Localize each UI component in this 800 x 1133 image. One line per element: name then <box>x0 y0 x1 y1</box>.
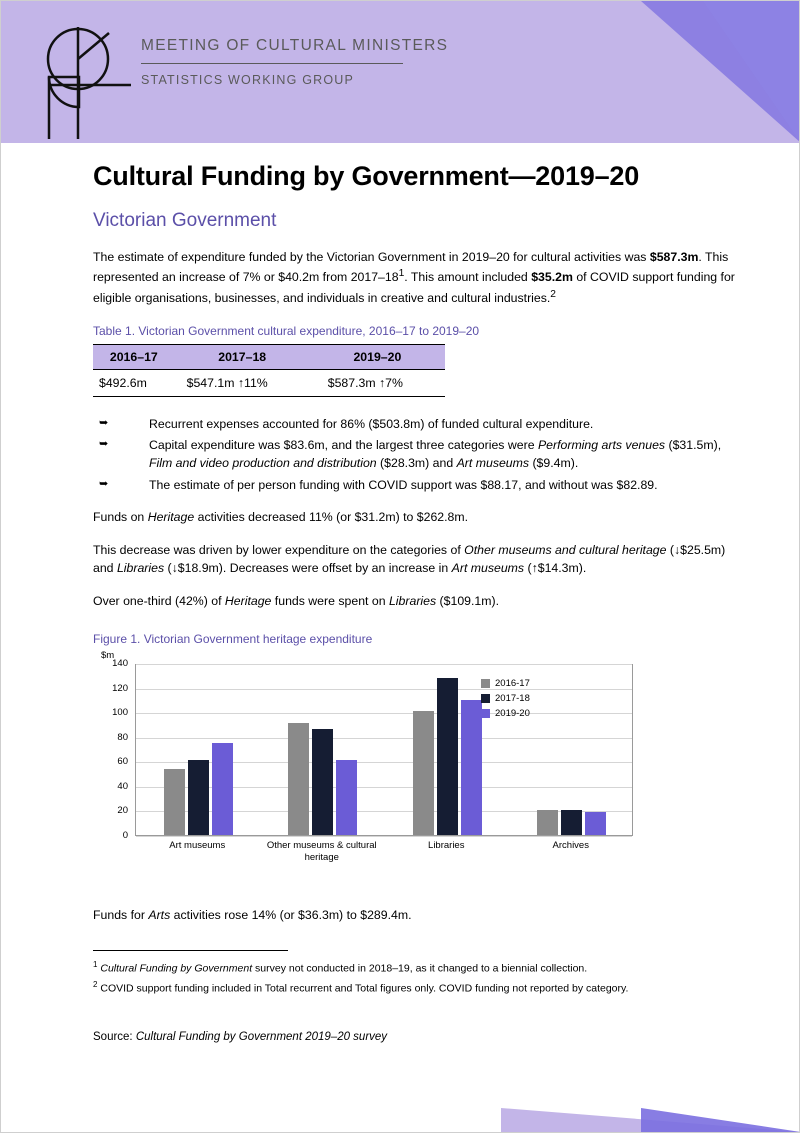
chart-y-tick-label: 140 <box>112 658 128 669</box>
chart-bar <box>188 760 209 835</box>
table-header-row <box>93 344 445 369</box>
chart-bar <box>336 760 357 835</box>
list-item-label: The estimate of per person funding with COVID support was $88.17, and without was $82.89. <box>149 477 658 492</box>
table-cell: $492.6m <box>93 369 175 396</box>
chart-legend-label: 2019-20 <box>495 708 530 719</box>
table-cell: $547.1m ↑11% <box>175 369 310 396</box>
chart-bar <box>461 700 482 835</box>
table-header-cell: 2019–20 <box>310 344 445 369</box>
table-header-cell: 2016–17 <box>93 344 175 369</box>
section-title: Victorian Government <box>93 210 277 231</box>
list-item <box>93 476 741 494</box>
chart-bar <box>585 812 606 835</box>
intro-paragraph: The estimate of expenditure funded by the Victorian Government in 2019–20 for cultural activities was $587.3m. This represented an increase of 7% or $40.2m from $2017-18^1$. This amount included $35.2m of COVID support funding for eligible organisations, businesses, and individuals in creative and cultural industries.$^2$ <box>93 250 735 306</box>
header-title: MEETING OF CULTURAL MINISTERS <box>141 37 449 54</box>
chart-bar-group <box>261 664 386 835</box>
header-banner <box>1 1 800 143</box>
chart-legend-label: 2017-18 <box>495 693 530 704</box>
document-content <box>93 161 741 1054</box>
paragraph-heritage: Funds on Heritage activities decreased 11% (or $31.2m) to $262.8m. <box>93 510 469 525</box>
list-item: ➥ Capital expenditure was $83.6m, and the largest three categories were Performing arts venues ($31.5m), Film and video production and distribution ($28.3m) and Art museums ($9.4m). <box>99 437 722 471</box>
expenditure-table <box>93 344 445 397</box>
chart-plot-area <box>112 658 633 841</box>
chart-y-tick-label: 60 <box>117 756 128 768</box>
footnote-2: $^2$ COVID support funding included in Total recurrent and Total figures only. COVID funding not reported by category. <box>93 980 629 995</box>
chart-x-tick-label: Other museums & cultural heritage <box>266 840 377 863</box>
banner-corner-accent-secondary <box>703 1 800 143</box>
footer-accent-dark <box>641 1108 800 1132</box>
paragraph-third: Over one-third (42%) of Heritage funds were spent on Libraries ($109.1m). <box>93 593 500 608</box>
chart-legend-item <box>481 708 530 719</box>
chart-legend <box>481 678 530 723</box>
header-subtitle: STATISTICS WORKING GROUP <box>141 73 355 87</box>
chart-bar <box>164 769 185 835</box>
footer-banner <box>1 1108 800 1132</box>
chart-y-tick-label: 100 <box>112 707 128 719</box>
chart-y-tick-label: 40 <box>117 780 128 792</box>
bullet-arrow-icon: ➥ <box>99 437 109 450</box>
chart-bar-group <box>136 664 261 835</box>
chart-y-tick-label: 0 <box>122 830 128 841</box>
table-cell: $587.3m ↑7% <box>310 369 445 396</box>
chart-legend-swatch <box>481 694 490 703</box>
table-caption: Table 1. Victorian Government cultural expenditure, 2016–17 to 2019–20 <box>93 323 480 338</box>
chart-bar <box>413 711 434 835</box>
footnote-divider <box>93 950 288 951</box>
header-text-block <box>141 37 448 87</box>
chart-bar <box>288 723 309 835</box>
table-header-cell: 2017–18 <box>175 344 310 369</box>
paragraph-arts: Funds for Arts activities rose 14% (or $36.3m) to $289.4m. <box>93 908 412 922</box>
chart-bar <box>437 678 458 835</box>
bullet-arrow-icon: ➥ <box>99 416 109 429</box>
chart-bar <box>561 810 582 835</box>
mcm-compass-logo <box>31 19 131 139</box>
chart-legend-label: 2016-17 <box>495 678 530 689</box>
chart-bar <box>312 729 333 835</box>
chart-y-tick-label: 20 <box>117 805 128 817</box>
source-line: Source: Cultural Funding by Government 2019–20 survey <box>93 1030 388 1043</box>
chart-legend-swatch <box>481 679 490 688</box>
table-row <box>93 369 445 396</box>
chart-gridline <box>136 836 632 837</box>
figure-caption: Figure 1. Victorian Government heritage expenditure <box>93 632 373 646</box>
chart-legend-item <box>481 678 530 689</box>
list-item <box>93 415 741 433</box>
chart-y-tick-label: 80 <box>117 731 128 743</box>
paragraph-decrease: This decrease was driven by lower expenditure on the categories of Other museums and cultural heritage (↓$25.5m) and Libraries (↓$18.9m). Decreases were offset by an increase in Art museums (↑$14.3m). <box>93 542 726 576</box>
chart-x-tick-label: Art museums <box>169 840 226 851</box>
key-points-list <box>93 415 741 495</box>
header-divider <box>141 63 403 64</box>
chart-legend-item <box>481 693 530 704</box>
chart-legend-swatch <box>481 709 490 718</box>
chart-y-tick-label: 120 <box>112 682 128 694</box>
footnote-1: $^1$ Cultural Funding by Government survey not conducted in 2018–19, as it changed to a biennial collection. <box>93 960 588 975</box>
chart-bar <box>212 743 233 835</box>
chart-x-tick-label: Archives <box>552 840 589 851</box>
chart-bar <box>537 810 558 835</box>
page-title: Cultural Funding by Government—2019–20 <box>93 161 640 191</box>
chart-x-tick-label: Libraries <box>428 840 465 851</box>
heritage-expenditure-chart <box>93 650 653 880</box>
chart-unit-label: $m <box>101 650 115 661</box>
bullet-arrow-icon: ➥ <box>99 477 109 490</box>
list-item-label: Recurrent expenses accounted for 86% ($503.8m) of funded cultural expenditure. <box>149 416 594 431</box>
